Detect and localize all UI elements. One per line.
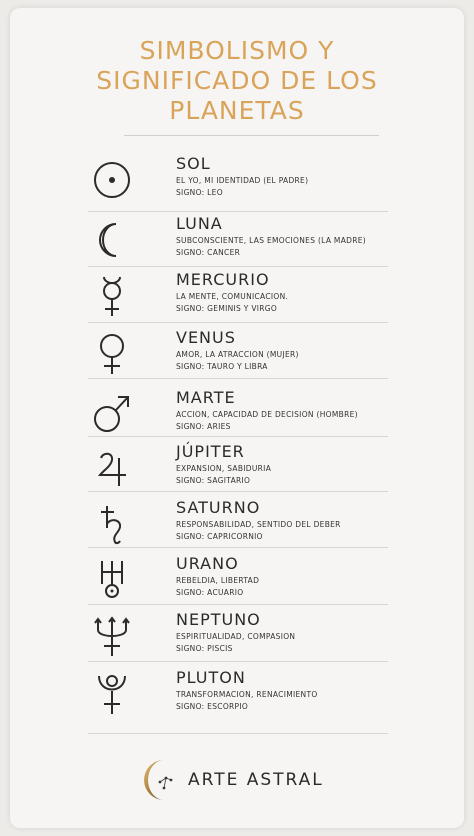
mars-symbol-icon bbox=[90, 392, 134, 436]
planet-description: EXPANSION, SABIDURIA bbox=[176, 464, 272, 473]
row-divider bbox=[88, 266, 388, 267]
page-title bbox=[0, 36, 474, 126]
planet-name: JÚPITER bbox=[176, 442, 245, 461]
planet-name: NEPTUNO bbox=[176, 610, 261, 629]
mercury-symbol-icon bbox=[90, 274, 134, 318]
planet-row-luna bbox=[88, 212, 388, 268]
row-divider bbox=[88, 378, 388, 379]
row-divider bbox=[88, 547, 388, 548]
planet-name: SOL bbox=[176, 154, 211, 173]
brand-name: ARTE ASTRAL bbox=[188, 770, 324, 790]
planet-sign: SIGNO: TAURO Y LIBRA bbox=[176, 362, 268, 371]
planet-name: SATURNO bbox=[176, 498, 261, 517]
row-divider bbox=[88, 322, 388, 323]
row-divider bbox=[88, 661, 388, 662]
planet-name: LUNA bbox=[176, 214, 223, 233]
planet-name: MARTE bbox=[176, 388, 236, 407]
title-line-2: SIGNIFICADO DE LOS bbox=[96, 66, 378, 95]
neptune-symbol-icon bbox=[90, 614, 134, 658]
pluto-symbol-icon bbox=[90, 672, 134, 716]
moon-symbol-icon bbox=[90, 218, 134, 262]
planet-row-jupiter bbox=[88, 440, 388, 496]
planet-sign: SIGNO: ARIES bbox=[176, 422, 231, 431]
planet-sign: SIGNO: ESCORPIO bbox=[176, 702, 249, 711]
planet-description: TRANSFORMACION, RENACIMIENTO bbox=[176, 690, 318, 699]
brand-logo bbox=[140, 756, 340, 806]
planet-row-mercurio bbox=[88, 268, 388, 324]
planet-row-pluton bbox=[88, 666, 388, 722]
row-divider bbox=[88, 436, 388, 437]
planet-description: RESPONSABILIDAD, SENTIDO DEL DEBER bbox=[176, 520, 341, 529]
planet-sign: SIGNO: GEMINIS Y VIRGO bbox=[176, 304, 278, 313]
planet-sign: SIGNO: SAGITARIO bbox=[176, 476, 251, 485]
planet-row-urano bbox=[88, 552, 388, 608]
row-divider bbox=[88, 491, 388, 492]
planet-row-venus bbox=[88, 326, 388, 382]
planet-description: EL YO, MI IDENTIDAD (EL PADRE) bbox=[176, 176, 309, 185]
planet-description: LA MENTE, COMUNICACION. bbox=[176, 292, 289, 301]
planet-description: AMOR, LA ATRACCION (MUJER) bbox=[176, 350, 299, 359]
planet-sign: SIGNO: CANCER bbox=[176, 248, 241, 257]
footer-divider bbox=[88, 733, 388, 734]
title-divider bbox=[124, 135, 379, 136]
planet-row-saturno bbox=[88, 496, 388, 552]
planet-sign: SIGNO: PISCIS bbox=[176, 644, 233, 653]
planet-name: PLUTON bbox=[176, 668, 246, 687]
crescent-moon-constellation-icon bbox=[140, 758, 184, 802]
sun-symbol-icon bbox=[90, 158, 134, 202]
planet-sign: SIGNO: ACUARIO bbox=[176, 588, 244, 597]
saturn-symbol-icon bbox=[90, 502, 134, 546]
planet-row-neptuno bbox=[88, 608, 388, 664]
planet-description: ESPIRITUALIDAD, COMPASION bbox=[176, 632, 296, 641]
planet-sign: SIGNO: LEO bbox=[176, 188, 223, 197]
planet-name: VENUS bbox=[176, 328, 236, 347]
planet-name: MERCURIO bbox=[176, 270, 270, 289]
planet-description: REBELDIA, LIBERTAD bbox=[176, 576, 260, 585]
planet-description: ACCION, CAPACIDAD DE DECISION (HOMBRE) bbox=[176, 410, 358, 419]
uranus-symbol-icon bbox=[90, 558, 134, 602]
planet-row-sol bbox=[88, 152, 388, 208]
jupiter-symbol-icon bbox=[90, 446, 134, 490]
planet-description: SUBCONSCIENTE, LAS EMOCIONES (LA MADRE) bbox=[176, 236, 366, 245]
title-line-1: SIMBOLISMO Y bbox=[139, 36, 335, 65]
planet-name: URANO bbox=[176, 554, 239, 573]
venus-symbol-icon bbox=[90, 332, 134, 376]
title-line-3: PLANETAS bbox=[169, 96, 305, 125]
planet-sign: SIGNO: CAPRICORNIO bbox=[176, 532, 263, 541]
planet-row-marte bbox=[88, 386, 388, 442]
row-divider bbox=[88, 604, 388, 605]
